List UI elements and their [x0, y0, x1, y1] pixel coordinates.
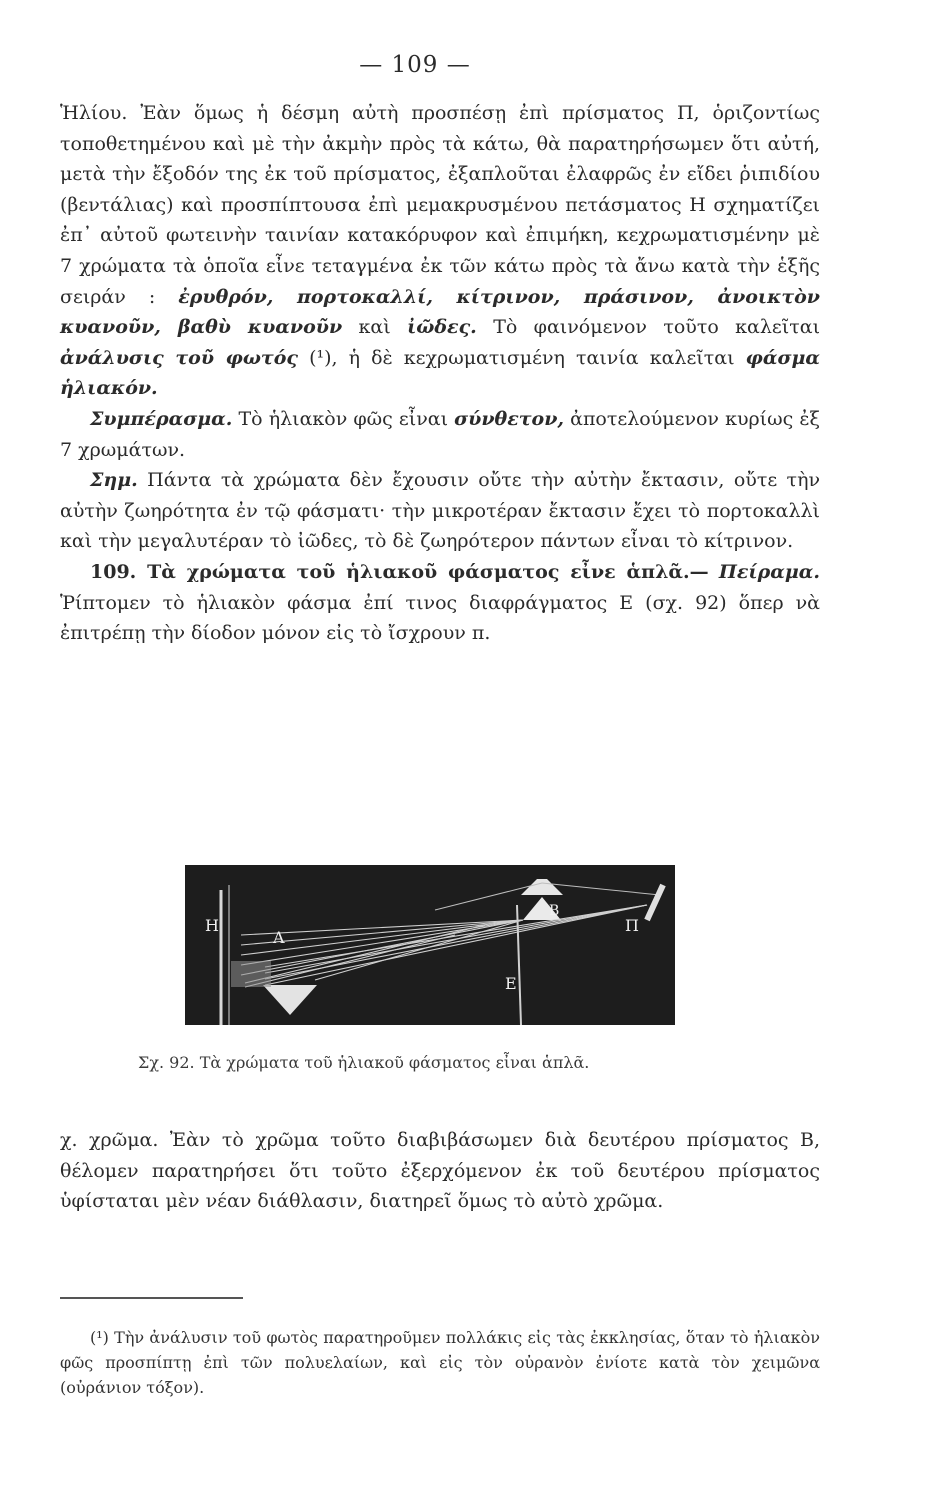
- footnote-text: (¹) Τὴν ἀνάλυσιν τοῦ φωτὸς παρατηροῦμεν πολλάκις εἰς τὰς ἐκκλησίας, ὅταν τὸ ἡλιακὸν φῶς προσπίπτῃ ἐπὶ τῶν πολυελαίων, καὶ εἰς τὸν οὐρανὸν ἐνίοτε κατὰ τὸν χειμῶνα (οὐράνιον τόξον).: [60, 1328, 820, 1397]
- paragraph-conclusion: [60, 404, 820, 465]
- paragraph-note: [60, 465, 820, 557]
- text-run: Πάντα τὰ χρώματα δὲν ἔχουσιν οὔτε τὴν αὐτὴν ἔκτασιν, οὔτε τὴν αὐτὴν ζωηρότητα ἐν τῷ φάσματι· τὴν μικροτέραν ἔκτασιν ἔχει τὸ πορτοκαλλὶ καὶ τὴν μεγαλυτέραν τὸ ἰῶδες, τὸ δὲ ζωηρότερον πάντων εἶναι τὸ κίτρινον.: [60, 469, 820, 553]
- text-run: καὶ: [358, 316, 391, 339]
- main-text: [60, 98, 820, 649]
- page-number: — 109 —: [359, 52, 471, 78]
- paragraph-dispersion: [60, 98, 820, 404]
- footnote-rule: [60, 1297, 243, 1299]
- paragraph-second-prism: χ. χρῶμα. Ἐὰν τὸ χρῶμα τοῦτο διαβιβάσωμεν διὰ δευτέρου πρίσματος Β, θέλομεν παρατηρήσει ὅτι τοῦτο ἐξερχόμενον ἐκ τοῦ δευτέρου πρίσματος ὑφίσταται μὲν νέαν διάθλασιν, διατηρεῖ ὅμως τὸ αὐτὸ χρῶμα.: [60, 1129, 820, 1213]
- figure-92: [185, 865, 675, 1025]
- text-run: Ῥίπτομεν τὸ ἡλιακὸν φάσμα ἐπί τινος διαφράγματος Ε (σχ. 92) ὅπερ νὰ ἐπιτρέπῃ τὴν δίοδον μόνον εἰς τὸ ἴσχρουν π.: [60, 591, 820, 645]
- conclusion-label: Συμπέρασμα.: [90, 407, 233, 430]
- text-run: Τὸ φαινόμενον τοῦτο καλεῖται: [493, 316, 821, 339]
- spectrum-band: [231, 961, 271, 987]
- experiment-label: Πείραμα.: [718, 560, 820, 583]
- spectrum-term: φάσμα ἡλιακόν.: [60, 346, 821, 400]
- analysis-term: ἀνάλυσις τοῦ φωτός: [60, 346, 298, 369]
- violet-term: ἰῶδες.: [407, 316, 477, 339]
- note-label: Σημ.: [90, 469, 138, 492]
- continued-text: [60, 1125, 820, 1217]
- footnote: [60, 1325, 820, 1400]
- composite-term: σύνθετον,: [454, 407, 564, 430]
- text-run: Τὸ ἡλιακὸν φῶς εἶναι: [238, 407, 449, 430]
- text-run: Ἡλίου. Ἐὰν ὅμως ἡ δέσμη αὐτὴ προσπέσῃ ἐπὶ πρίσματος Π, ὁριζοντίως τοποθετημένου καὶ μὲ τὴν ἀκμὴν πρὸς τὰ κάτω, θὰ παρατηρήσωμεν ὅτι αὐτή, μετὰ τὴν ἔξοδόν της ἐκ τοῦ πρίσματος, ἐξαπλοῦται ἐλαφρῶς ἐν εἴδει ῥιπιδίου (βεντάλιας) καὶ προσπίπτουσα ἐπὶ μεμακρυσμένου πετάσματος Η σχηματίζει ἐπ᾿ αὐτοῦ φωτεινὴν ταινίαν κατακόρυφον καὶ ἐπιμήκη, κεχρωματισμένην μὲ 7 χρώματα τὰ ὁποῖα εἶνε τεταγμένα ἐκ τῶν κάτω πρὸς τὰ ἄνω κατὰ τὴν ἑξῆς σειράν :: [60, 102, 820, 308]
- section-heading: 109. Τὰ χρώματα τοῦ ἡλιακοῦ φάσματος εἶνε ἁπλᾶ.—: [90, 560, 709, 583]
- label-h: Η: [205, 916, 219, 935]
- label-a: Α: [273, 928, 285, 947]
- label-b: Β: [549, 903, 560, 919]
- label-e: Ε: [505, 974, 517, 993]
- label-p: Π: [625, 916, 639, 935]
- color-list: ἐρυθρόν, πορτοκαλλί, κίτρινον, πράσινον, ἀνοικτὸν κυανοῦν, βαθὺ κυανοῦν: [60, 285, 820, 339]
- text-run: (¹), ἡ δὲ κεχρωματισμένη ταινία καλεῖται: [309, 346, 735, 369]
- text-run: ἀποτελούμενον κυρίως ἐξ 7 χρωμάτων.: [60, 407, 821, 461]
- paragraph-experiment: [60, 557, 820, 649]
- figure-caption: Σχ. 92. Τὰ χρώματα τοῦ ἡλιακοῦ φάσματος εἶναι ἁπλᾶ.: [138, 1053, 590, 1072]
